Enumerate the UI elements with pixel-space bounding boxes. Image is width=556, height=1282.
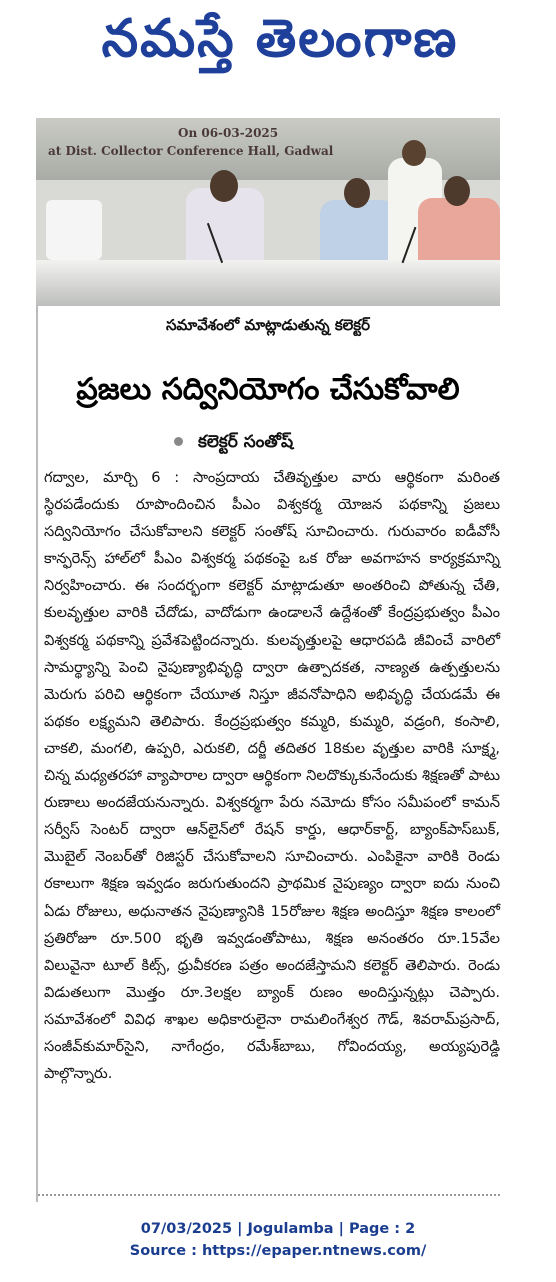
attendant-head: [402, 140, 426, 166]
article-photo: [36, 118, 500, 306]
article-body: [44, 464, 500, 1087]
officer-head: [444, 176, 470, 206]
clipping-footer: [0, 1218, 556, 1262]
article-headline: ప్రజలు సద్వినియోగం చేసుకోవాలి: [76, 372, 460, 407]
banner-venue: at Dist. Collector Conference Hall, Gadwal: [48, 144, 334, 158]
article-paragraph: గద్వాల, మార్చి 6 : సాంప్రదాయ చేతివృత్తుల వారు ఆర్థికంగా మరింత స్థిరపడేందుకు రూపొందించిన పీఎం విశ్వకర్మ యోజన పథకాన్ని ప్రజలు సద్వినియోగం చేసుకోవాలని కలెక్టర్ సంతోష్ సూచించారు. గురువారం ఐడీవోసీ కాన్ఫరెన్స్ హాల్‌లో పీఎం విశ్వకర్మ పథకంపై ఒక రోజు అవగాహన కార్యక్రమాన్ని నిర్వహించారు. ఈ సందర్భంగా కలెక్టర్ మాట్లాడుతూ అంతరించి పోతున్న చేతి, కులవృత్తుల వారికి చేదోడు, వాదోడుగా ఉండాలనే ఉద్దేశంతో కేంద్రప్రభుత్వం పీఎం విశ్వకర్మ పథకాన్ని ప్రవేశపెట్టిందన్నారు. కులవృత్తులపై ఆధారపడి జీవించే వారిలో సామర్థ్యాన్ని పెంచి నైపుణ్యాభివృద్ధి ద్వారా ఉత్పాదకత, నాణ్యత ఉత్పత్తులను మెరుగు పరిచి ఆర్థికంగా చేయూత నిస్తూ జీవనోపాధిని అభివృద్ధి చేయడమే ఈ పథకం లక్ష్యమని తెలిపారు. కేంద్రప్రభుత్వం కమ్మరి, కుమ్మరి, వడ్రంగి, కంసాలి, చాకలి, మంగలి, ఉప్పరి, ఎరుకలి, దర్జీ తదితర 18కుల వృత్తుల వారికి సూక్ష్మ, చిన్న మధ్యతరహా వ్యాపారాల ద్వారా ఆర్థికంగా నిలదొక్కుకునేందుకు శిక్షణతో పాటు రుణాలు అందజేయనున్నారు. విశ్వకర్మగా పేరు నమోదు కోసం సమీపంలో కామన్ సర్వీస్ సెంటర్ ద్వారా ఆన్‌లైన్‌లో రేషన్ కార్డు, ఆధార్‌కార్ట్, బ్యాంక్‌పాస్‌బుక్, మొబైల్ నెంబర్‌తో రిజిస్టర్ చేసుకోవాలని సూచించారు. ఎంపికైనా వారికి రెండు రకాలుగా శిక్షణ ఇవ్వడం జరుగుతుందని ప్రాథమిక నైపుణ్యం ద్వారా ఐదు నుంచి ఏడు రోజులు, అధునాతన నైపుణ్యానికి 15రోజుల శిక్షణ అందిస్తూ శిక్షణ కాలంలో ప్రతిరోజూ రూ.500 భృతి ఇవ్వడంతోపాటు, శిక్షణ అనంతరం రూ.15వేల విలువైనా టూల్ కిట్స్, ధ్రువీకరణ పత్రం అందజేస్తామని కలెక్టర్ తెలిపారు. రెండు విడుతలుగా మొత్తం రూ.3లక్షల బ్యాంక్ రుణం అందిస్తున్నట్లు చెప్పారు. సమావేశంలో వివిధ శాఖల అధికారులైనా రామలింగేశ్వర గౌడ్, శివరామ్‌ప్రసాద్, సంజీవ్‌కుమార్‌సైని, నాగేంద్రం, రమేశ్‌బాబు, గోవిందయ్య, అయ్యపురెడ్డి పాల్గొన్నారు.: [44, 469, 500, 1083]
official-figure: [320, 200, 396, 268]
article-byline: కలెక్టర్ సంతోష్: [198, 432, 294, 452]
left-chair: [46, 200, 102, 260]
byline-bullet: [174, 437, 183, 446]
collector-head: [210, 170, 238, 202]
clipping-cut-edge: [38, 1194, 500, 1206]
edition-info: 07/03/2025 | Jogulamba | Page : 2: [140, 1221, 416, 1237]
source-link[interactable]: Source : https://epaper.ntnews.com/: [129, 1243, 427, 1259]
banner-date: On 06-03-2025: [178, 126, 279, 140]
official-head: [344, 178, 370, 208]
photo-caption: సమావేశంలో మాట్లాడుతున్న కలెక్టర్: [165, 316, 371, 334]
conference-table: [36, 260, 500, 306]
newspaper-masthead: నమస్తే తెలంగాణ: [101, 9, 459, 69]
